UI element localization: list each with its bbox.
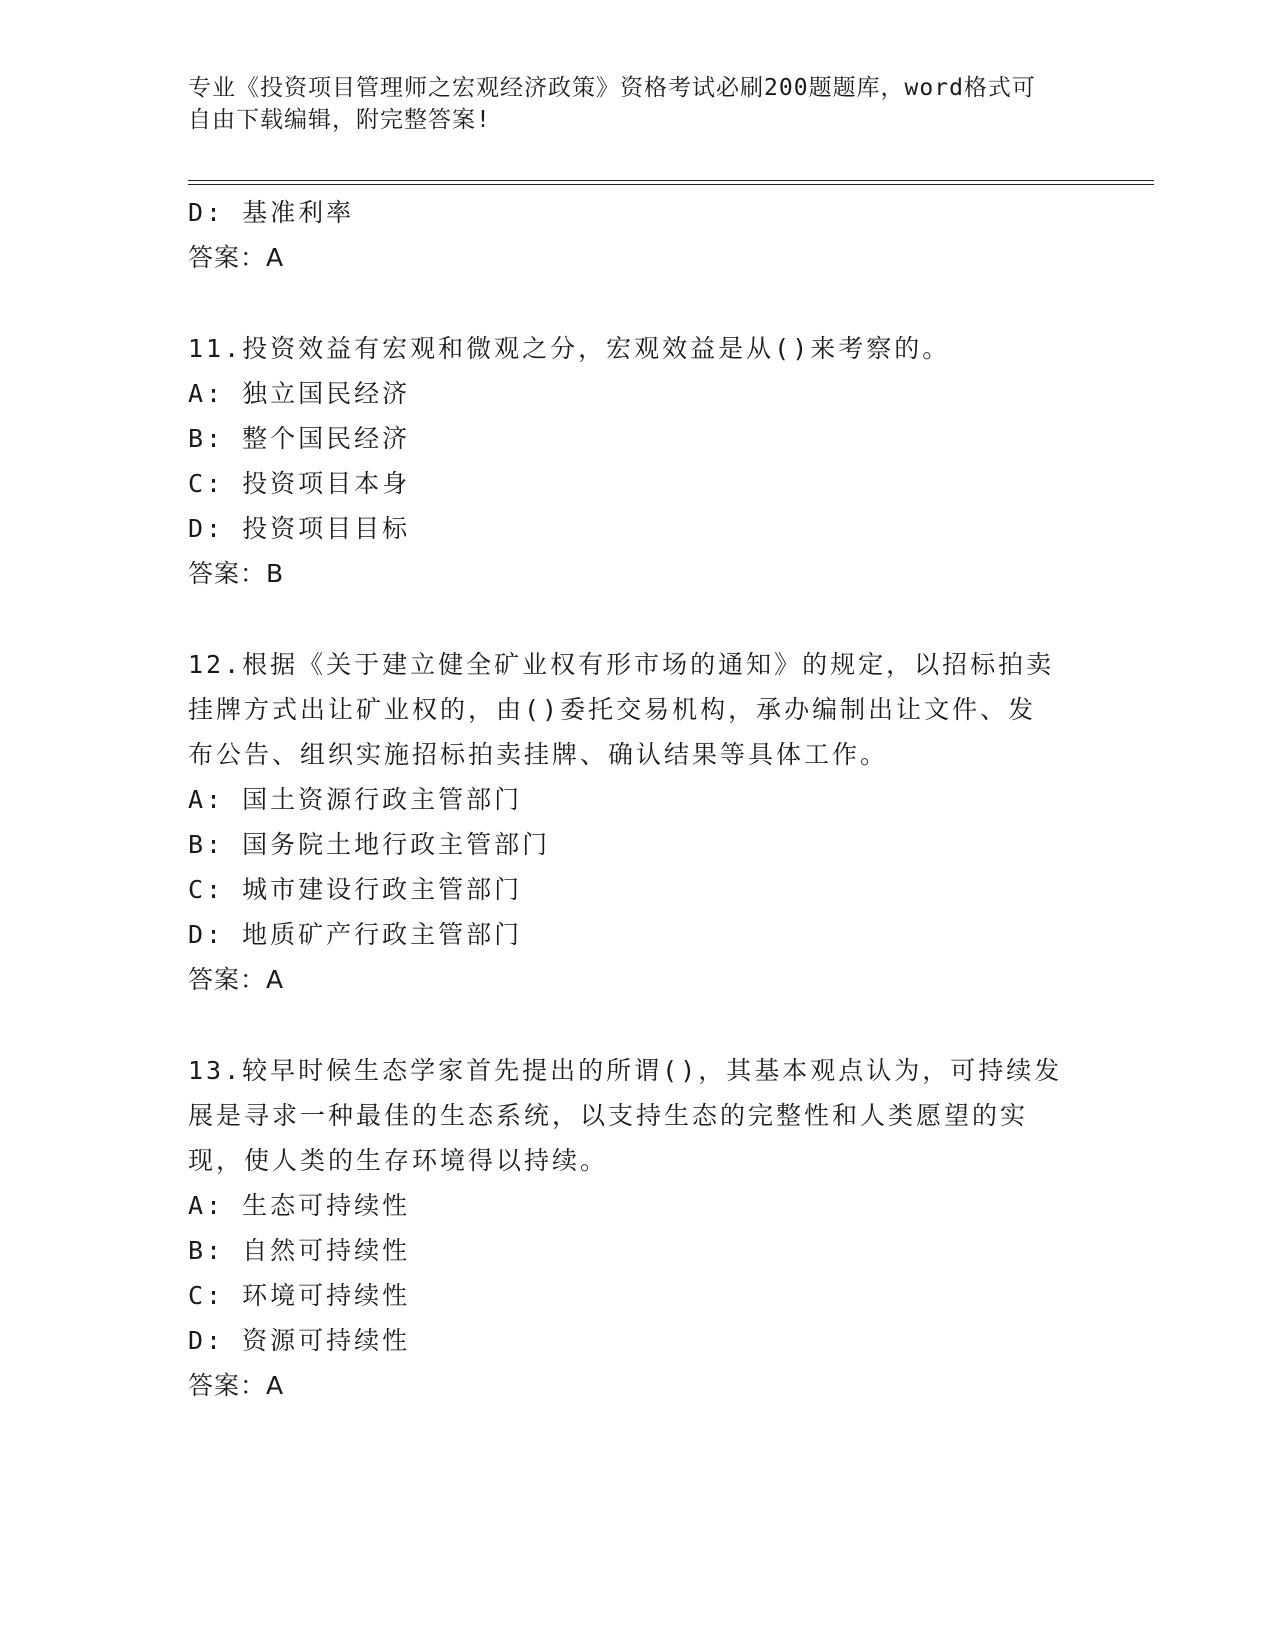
question-stem-line: 13.较早时候生态学家首先提出的所谓()，其基本观点认为，可持续发 [188, 1056, 1063, 1085]
header-title-line-2: 自由下载编辑，附完整答案! [188, 107, 491, 133]
question-block-12 [188, 642, 1088, 1003]
option-d: D: 地质矿产行政主管部门 [188, 920, 523, 949]
spacer [188, 597, 1088, 642]
option-b: B: 国务院土地行政主管部门 [188, 830, 551, 859]
prev-answer: 答案：A [188, 243, 285, 272]
option-a: A: 独立国民经济 [188, 379, 411, 408]
question-stem-line: 挂牌方式出让矿业权的，由()委托交易机构，承办编制出让文件、发 [188, 695, 1037, 724]
question-stem-line: 11.投资效益有宏观和微观之分，宏观效益是从()来考察的。 [188, 334, 951, 363]
question-stem-line: 布公告、组织实施招标拍卖挂牌、确认结果等具体工作。 [188, 740, 889, 769]
header-divider-top [188, 180, 1154, 181]
spacer [188, 1003, 1088, 1048]
question-stem-line: 展是寻求一种最佳的生态系统，以支持生态的完整性和人类愿望的实 [188, 1101, 1029, 1130]
option-c: C: 城市建设行政主管部门 [188, 875, 523, 904]
header-title-line-1: 专业《投资项目管理师之宏观经济政策》资格考试必刷200题题库，word格式可 [188, 75, 1036, 101]
option-a: A: 生态可持续性 [188, 1191, 411, 1220]
header-divider-bottom [188, 184, 1154, 185]
option-b: B: 自然可持续性 [188, 1236, 411, 1265]
answer: 答案：A [188, 1371, 285, 1400]
answer: 答案：A [188, 965, 285, 994]
document-header [188, 72, 1088, 136]
option-d: D: 投资项目目标 [188, 514, 411, 543]
spacer [188, 281, 1088, 326]
question-stem-line: 现，使人类的生存环境得以持续。 [188, 1146, 609, 1175]
question-stem-line: 12.根据《关于建立健全矿业权有形市场的通知》的规定，以招标拍卖 [188, 650, 1055, 679]
question-block-13 [188, 1048, 1088, 1409]
option-c: C: 环境可持续性 [188, 1281, 411, 1310]
question-content [188, 190, 1088, 1409]
option-b: B: 整个国民经济 [188, 424, 411, 453]
option-c: C: 投资项目本身 [188, 469, 411, 498]
prev-option-d: D: 基准利率 [188, 198, 355, 227]
option-a: A: 国土资源行政主管部门 [188, 785, 523, 814]
option-d: D: 资源可持续性 [188, 1326, 411, 1355]
answer: 答案：B [188, 559, 285, 588]
question-block-11 [188, 326, 1088, 597]
